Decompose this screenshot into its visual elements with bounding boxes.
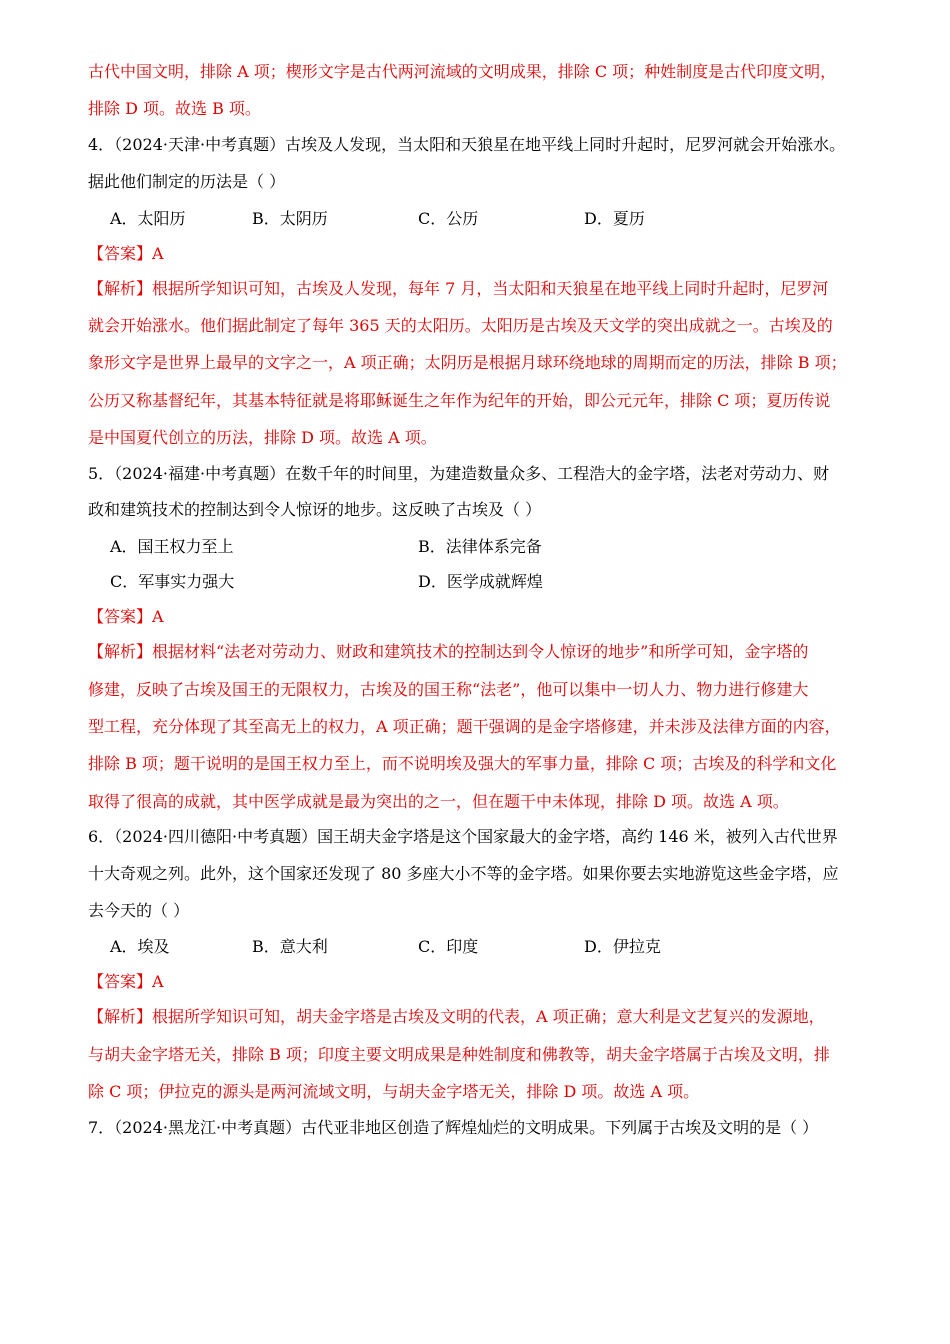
q4-analysis-line: 是中国夏代创立的历法，排除 D 项。故选 A 项。	[88, 428, 437, 447]
q4-analysis-line: 就会开始涨水。他们据此制定了每年 365 天的太阳历。太阳历是古埃及天文学的突出成就之一。古埃及的	[88, 316, 833, 335]
q4-analysis-line: 公历又称基督纪年，其基本特征就是将耶稣诞生之年作为纪年的开始，即公元元年，排除 C 项；夏历传说	[88, 391, 831, 410]
q3-analysis-line: 古代中国文明，排除 A 项；楔形文字是古代两河流域的文明成果，排除 C 项；种姓制度是古代印度文明，	[88, 62, 837, 81]
q6-option-d: D．伊拉克	[584, 937, 661, 956]
q5-analysis-line: 型工程，充分体现了其至高无上的权力，A 项正确；题干强调的是金字塔修建，并未涉及法律方面的内容，	[88, 717, 841, 736]
q4-option-c: C．公历	[418, 209, 479, 228]
q6-option-b: B．意大利	[252, 937, 328, 956]
q6-answer: 【答案】A	[88, 972, 164, 991]
q5-analysis-line: 取得了很高的成就，其中医学成就是最为突出的之一，但在题干中未体现，排除 D 项。故选 A 项。	[88, 792, 789, 811]
q5-stem-line: 5．（2024·福建·中考真题）在数千年的时间里，为建造数量众多、工程浩大的金字塔，法老对劳动力、财	[88, 464, 830, 483]
q6-option-a: A．埃及	[110, 937, 170, 956]
q4-option-b: B．太阴历	[252, 209, 328, 228]
q4-analysis-line: 象形文字是世界上最早的文字之一，A 项正确；太阴历是根据月球环绕地球的周期而定的历法，排除 B 项；	[88, 353, 847, 372]
q5-option-a: A．国王权力至上	[110, 537, 234, 556]
q6-stem-line: 去今天的（ ）	[88, 901, 190, 920]
q6-analysis-line: 与胡夫金字塔无关，排除 B 项；印度主要文明成果是种姓制度和佛教等，胡夫金字塔属于古埃及文明，排	[88, 1045, 830, 1064]
q7-stem-line: 7．（2024·黑龙江·中考真题）古代亚非地区创造了辉煌灿烂的文明成果。下列属于古埃及文明的是（ ）	[88, 1118, 819, 1137]
q5-option-c: C．军事实力强大	[110, 572, 235, 591]
q4-option-d: D．夏历	[584, 209, 645, 228]
q4-stem-line: 据此他们制定的历法是（ ）	[88, 172, 286, 191]
q6-analysis-line: 除 C 项；伊拉克的源头是两河流域文明，与胡夫金字塔无关，排除 D 项。故选 A 项。	[88, 1082, 700, 1101]
q5-analysis-line: 修建，反映了古埃及国王的无限权力，古埃及的国王称“法老”，他可以集中一切人力、物力进行修建大	[88, 680, 809, 699]
q4-analysis-line: 【解析】根据所学知识可知，古埃及人发现，每年 7 月，当太阳和天狼星在地平线上同时升起时，尼罗河	[88, 279, 829, 298]
q4-answer: 【答案】A	[88, 244, 164, 263]
q3-analysis-line: 排除 D 项。故选 B 项。	[88, 99, 261, 118]
q4-option-a: A．太阳历	[110, 209, 186, 228]
q6-stem-line: 6．（2024·四川德阳·中考真题）国王胡夫金字塔是这个国家最大的金字塔，高约 146 米，被列入古代世界	[88, 827, 838, 846]
q4-stem-line: 4．（2024·天津·中考真题）古埃及人发现，当太阳和天狼星在地平线上同时升起时，尼罗河就会开始涨水。	[88, 135, 846, 154]
q5-option-d: D．医学成就辉煌	[418, 572, 543, 591]
q5-answer: 【答案】A	[88, 607, 164, 626]
q6-option-c: C．印度	[418, 937, 479, 956]
q6-analysis-line: 【解析】根据所学知识可知，胡夫金字塔是古埃及文明的代表，A 项正确；意大利是文艺复兴的发源地，	[88, 1007, 825, 1026]
q6-stem-line: 十大奇观之列。此外，这个国家还发现了 80 多座大小不等的金字塔。如果你要去实地游览这些金字塔，应	[88, 864, 839, 883]
q5-analysis-line: 排除 B 项；题干说明的是国王权力至上，而不说明埃及强大的军事力量，排除 C 项；古埃及的科学和文化	[88, 754, 837, 773]
q5-option-b: B．法律体系完备	[418, 537, 542, 556]
q5-stem-line: 政和建筑技术的控制达到令人惊讶的地步。这反映了古埃及（ ）	[88, 500, 542, 519]
q5-analysis-line: 【解析】根据材料“法老对劳动力、财政和建筑技术的控制达到令人惊讶的地步”和所学可知，金字塔的	[88, 642, 809, 661]
